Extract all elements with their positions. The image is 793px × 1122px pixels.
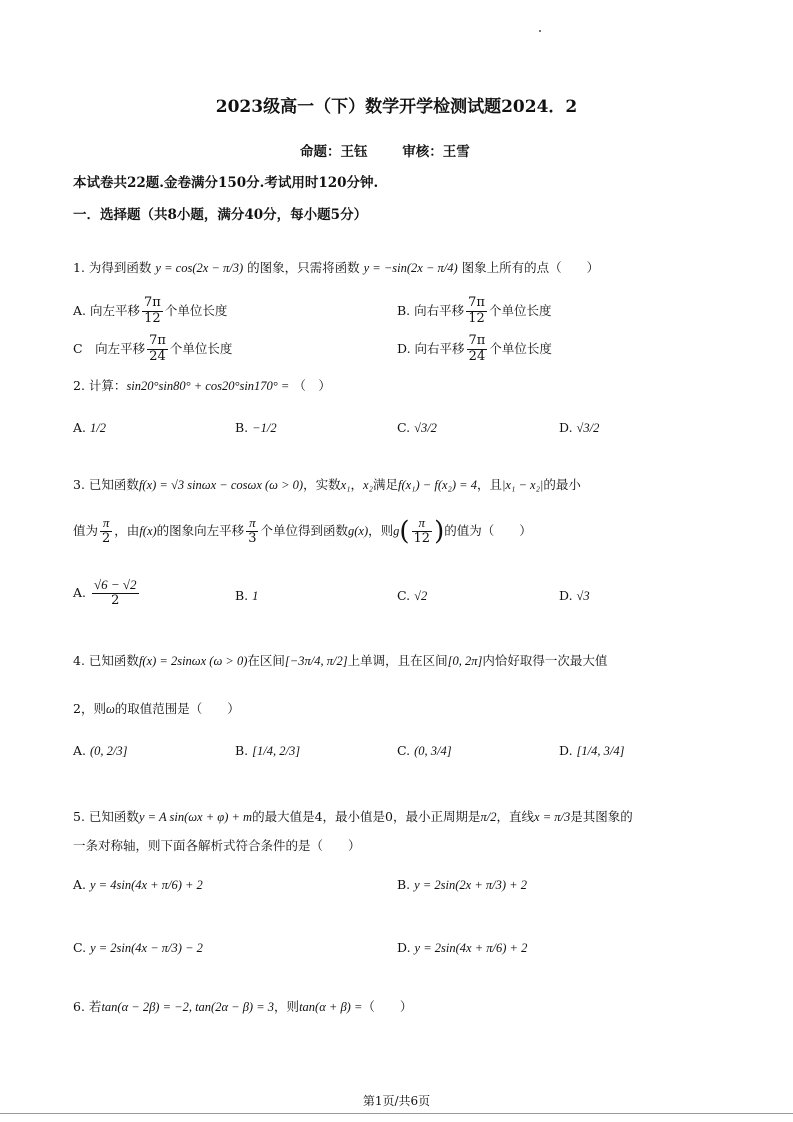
q4-option-d: D. [1/4, 3/4] [559, 743, 625, 758]
fraction: $\frac{7\pi}{24}$ [468, 333, 486, 364]
speck-mark [539, 30, 541, 32]
fraction: $\frac{\pi}{12}$ [413, 515, 431, 546]
authors-line [300, 140, 500, 160]
fraction: $\frac{7\pi}{24}$ [149, 333, 166, 364]
question-4-cont: 2，则ω的取值范围是（ ） [73, 701, 240, 716]
bottom-rule [0, 1113, 793, 1114]
q4-option-a: A. (0, 2/3] [73, 743, 128, 758]
question-1 [73, 258, 599, 276]
q1-option-c: C 向左平移 $\frac{7\pi}{24}$ 个单位长度 [73, 333, 233, 364]
q3-option-d: D. √3 [559, 588, 590, 603]
q1-option-a: A. 向左平移 $\frac{7\pi}{12}$ 个单位长度 [73, 295, 228, 326]
q2-option-c: C. √3/2 [397, 420, 437, 435]
q1-text: 的图象，只需将函数 [247, 260, 360, 275]
fraction: $\frac{\pi}{2}$ [102, 515, 111, 546]
q1-number: 1. [73, 260, 85, 275]
author: 命题：王钰 [300, 144, 368, 160]
q4-option-b: B. [1/4, 2/3] [235, 743, 301, 758]
question-6: 6. 若tan(α − 2β) = −2, tan(2α − β) = 3，则tan(α + β) =（ ） [73, 999, 413, 1014]
q2-option-b: B. −1/2 [235, 420, 277, 435]
q4-option-c: C. (0, 3/4] [397, 743, 452, 758]
page-footer: 第1页/共6页 [362, 1094, 431, 1108]
question-3: 3. 已知函数f(x) = √3 sinωx − cosωx (ω > 0)，实数x₁，x₂满足f(x₁) − f(x₂) = 4，且|x₁ − x₂|的最小 [73, 477, 581, 492]
q3-option-b: B. 1 [235, 588, 259, 603]
q1-formula-source: y = −sin(2x − π/4) [363, 261, 458, 275]
question-5-cont: 一条对称轴，则下面各解析式符合条件的是（ ） [73, 838, 361, 853]
exam-intro: 本试卷共22题.金卷满分150分.考试用时120分钟. [73, 175, 379, 191]
question-2: 2. 计算：sin20°sin80° + cos20°sin170° = （ ） [73, 378, 331, 393]
q1-text: 为得到函数 [88, 260, 152, 275]
fraction: $\frac{7\pi}{12}$ [143, 295, 161, 326]
q1-option-d: D. 向右平移 $\frac{7\pi}{24}$ 个单位长度 [397, 333, 552, 364]
q5-option-d: D. y = 2sin(4x + π/6) + 2 [397, 940, 528, 955]
question-5: 5. 已知函数y = A sin(ωx + φ) + m的最大值是4，最小值是0，最小正周期是π/2，直线x = π/3是其图象的 [73, 809, 633, 824]
fraction: $\frac{√6 - √2}{2}$ [94, 577, 137, 608]
page-title: 2023级高一（下）数学开学检测试题2024．2 [215, 97, 578, 117]
fraction: $\frac{\pi}{3}$ [248, 515, 257, 546]
q3-option-c: C. √2 [397, 588, 428, 603]
q5-option-c: C. y = 2sin(4x − π/3) − 2 [73, 940, 203, 955]
q5-option-b: B. y = 2sin(2x + π/3) + 2 [397, 877, 527, 892]
reviewer: 审核：王雪 [402, 144, 470, 160]
q5-option-a: A. y = 4sin(4x + π/6) + 2 [73, 877, 203, 892]
q1-formula-target: y = cos(2x − π/3) [155, 261, 244, 275]
fraction: $\frac{7\pi}{12}$ [468, 295, 485, 326]
q1-option-b: B. 向右平移 $\frac{7\pi}{12}$ 个单位长度 [397, 295, 552, 326]
question-4: 4. 已知函数f(x) = 2sinωx (ω > 0)在区间[−3π/4, π/2]上单调，且在区间[0, 2π]内恰好取得一次最大值 [73, 653, 608, 668]
q2-option-d: D. √3/2 [559, 420, 600, 435]
q1-text: 图象上所有的点（ ） [461, 260, 600, 275]
q2-option-a: A. 1/2 [73, 420, 106, 435]
q2-expression: sin20°sin80° + cos20°sin170° = [126, 379, 290, 393]
section-heading: 一．选择题（共8小题，满分40分，每小题5分） [73, 207, 368, 223]
question-3-cont: 值为 $\frac{\pi}{2}$ ，由f(x)的图象向左平移 $\frac{\pi}{3}$ 个单位得到函数g(x)，则g( $\frac{\pi}{12}$ )的值为（ ） [73, 515, 532, 547]
q3-option-a: A. $\frac{√6 - √2}{2}$ [73, 577, 137, 608]
